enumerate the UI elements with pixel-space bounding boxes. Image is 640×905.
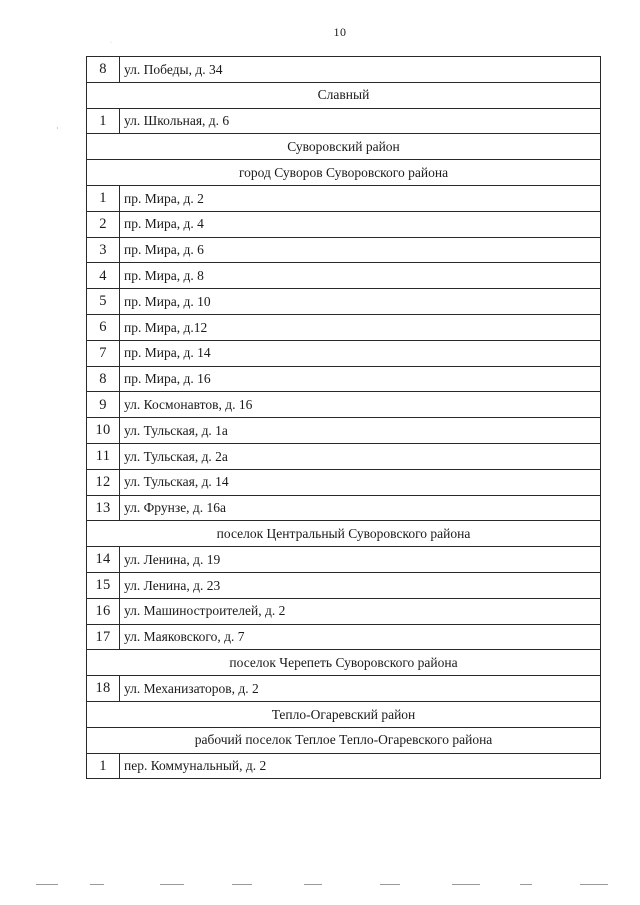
row-number: 9 [87, 392, 120, 418]
table-row [87, 418, 601, 444]
row-address: ул. Маяковского, д. 7 [120, 624, 601, 650]
section-header: поселок Центральный Суворовского района [87, 521, 601, 547]
row-address: ул. Ленина, д. 19 [120, 547, 601, 573]
table-row [87, 211, 601, 237]
row-address: ул. Ленина, д. 23 [120, 572, 601, 598]
section-header: город Суворов Суворовского района [87, 160, 601, 186]
scan-speck: · [110, 40, 112, 46]
row-address: пр. Мира, д. 14 [120, 340, 601, 366]
table-row [87, 469, 601, 495]
row-address: пр. Мира, д.12 [120, 314, 601, 340]
row-address: ул. Победы, д. 34 [120, 57, 601, 83]
section-header-row [87, 727, 601, 753]
row-number: 6 [87, 314, 120, 340]
row-number: 5 [87, 289, 120, 315]
table-row [87, 108, 601, 134]
page-number: 10 [333, 25, 347, 39]
row-address: ул. Машиностроителей, д. 2 [120, 598, 601, 624]
row-number: 3 [87, 237, 120, 263]
table-row [87, 547, 601, 573]
section-header: Славный [87, 82, 601, 108]
table-row [87, 676, 601, 702]
row-number: 14 [87, 547, 120, 573]
row-number: 4 [87, 263, 120, 289]
table-row [87, 598, 601, 624]
row-number: 15 [87, 572, 120, 598]
row-number: 8 [87, 366, 120, 392]
section-header-row [87, 134, 601, 160]
row-number: 1 [87, 753, 120, 779]
row-address: ул. Космонавтов, д. 16 [120, 392, 601, 418]
row-address: пр. Мира, д. 2 [120, 185, 601, 211]
row-address: ул. Механизаторов, д. 2 [120, 676, 601, 702]
section-header: Тепло-Огаревский район [87, 701, 601, 727]
table-row [87, 753, 601, 779]
table-row [87, 185, 601, 211]
row-address: пр. Мира, д. 4 [120, 211, 601, 237]
row-address: пр. Мира, д. 10 [120, 289, 601, 315]
row-number: 16 [87, 598, 120, 624]
row-address: ул. Школьная, д. 6 [120, 108, 601, 134]
table-row [87, 314, 601, 340]
row-address: ул. Тульская, д. 14 [120, 469, 601, 495]
table-row [87, 366, 601, 392]
row-address: ул. Фрунзе, д. 16а [120, 495, 601, 521]
row-number: 13 [87, 495, 120, 521]
section-header: Суворовский район [87, 134, 601, 160]
table-row [87, 237, 601, 263]
section-header-row [87, 650, 601, 676]
table-row [87, 57, 601, 83]
row-address: пер. Коммунальный, д. 2 [120, 753, 601, 779]
table-row [87, 263, 601, 289]
address-table-body [87, 57, 601, 779]
table-row [87, 289, 601, 315]
row-address: ул. Тульская, д. 2а [120, 443, 601, 469]
table-row [87, 443, 601, 469]
table-row [87, 624, 601, 650]
section-header: рабочий поселок Теплое Тепло-Огаревского района [87, 727, 601, 753]
row-number: 12 [87, 469, 120, 495]
table-row [87, 572, 601, 598]
row-number: 7 [87, 340, 120, 366]
row-address: ул. Тульская, д. 1а [120, 418, 601, 444]
section-header-row [87, 160, 601, 186]
address-table [86, 56, 601, 779]
row-number: 11 [87, 443, 120, 469]
section-header-row [87, 82, 601, 108]
row-number: 18 [87, 676, 120, 702]
table-row [87, 392, 601, 418]
row-number: 17 [87, 624, 120, 650]
row-address: пр. Мира, д. 6 [120, 237, 601, 263]
table-row [87, 340, 601, 366]
row-number: 1 [87, 108, 120, 134]
row-address: пр. Мира, д. 16 [120, 366, 601, 392]
row-number: 1 [87, 185, 120, 211]
table-row [87, 495, 601, 521]
row-number: 8 [87, 57, 120, 83]
row-number: 10 [87, 418, 120, 444]
section-header: поселок Черепеть Суворовского района [87, 650, 601, 676]
row-address: пр. Мира, д. 8 [120, 263, 601, 289]
section-header-row [87, 521, 601, 547]
row-number: 2 [87, 211, 120, 237]
scan-speck: · [56, 124, 59, 133]
section-header-row [87, 701, 601, 727]
